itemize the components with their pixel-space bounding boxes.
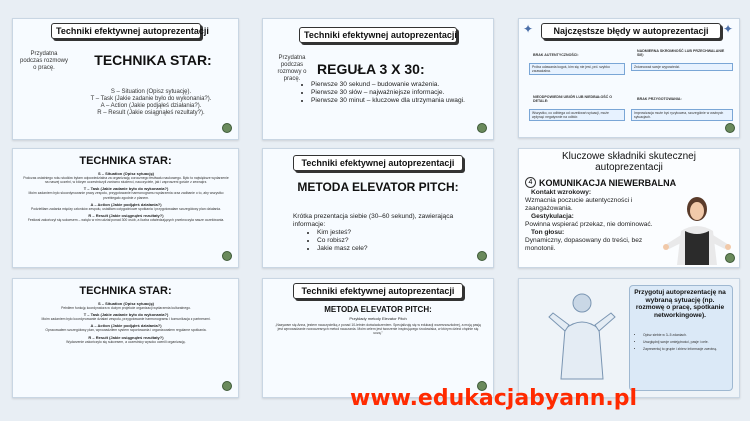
mistake-text: Wszystko, co odbiega od oczekiwań sytuacji, może wpłynąć negatywnie na odbiór.: [529, 109, 625, 121]
slide-header: Techniki efektywnej autoprezentacji: [51, 23, 201, 39]
nonverbal-label: Kontakt wzrokowy:: [531, 189, 592, 196]
star-heading: S – Situation (Opisz sytuację): [97, 301, 154, 306]
slide-title: REGUŁA 3 X 30:: [317, 61, 425, 77]
mistake-label: NADMIERNA SKROMNOŚĆ LUB PRZECHWALANIE SIĘ:: [637, 49, 725, 57]
star-line: R – Result (Jakie osiągnąłeś rezultaty?).: [97, 110, 205, 116]
pitch-intro: Krótka prezentacja siebie (30–60 sekund), zawierająca informacje:: [293, 213, 454, 228]
exercise-bullet: • Opisz siebie w 3–5 zdaniach.: [643, 333, 737, 337]
side-note: Przydatna podczas rozmowy o pracę.: [277, 55, 307, 82]
slide-rule-3x30: [262, 18, 494, 140]
star-line: A – Action (Jakie podjąłeś działania?).: [100, 103, 202, 109]
pitch-bullet: • Co robisz?: [317, 237, 457, 245]
slide-title: TECHNIKA STAR:: [94, 52, 212, 68]
slide-star-technique: [12, 18, 239, 140]
mistake-text: Próba udawania kogoś, kim się nie jest, prd. szybko zauważalna.: [529, 63, 625, 75]
star-heading: T – Task (Jakie zadanie było do wykonania?): [83, 186, 169, 192]
person-illustration: [547, 289, 617, 389]
logo-badge: [725, 253, 735, 263]
logo-badge: [222, 123, 232, 133]
nonverbal-label: Ton głosu:: [531, 229, 565, 236]
slide-title: Kluczowe składniki skutecznej autoprezentacji: [562, 151, 696, 173]
star-text: Festiwal zakończył się sukcesem – wzięło w nim udział ponad 300 osób, a liczba odwiedzających przekroczyła nasze oczekiwania.: [27, 218, 225, 223]
mistake-text: Improwizacja może być ryzykowna, szczególnie w ważnych sytuacjach.: [631, 109, 733, 121]
star-heading: S – Situation (Opisz sytuację): [97, 171, 154, 176]
slide-exercise: [518, 278, 740, 398]
star-line: T – Task (Jakie zadanie było do wykonania?).: [90, 96, 212, 102]
star-heading: R – Result (Jakie osiągnąłeś rezultaty?): [88, 213, 164, 219]
slide-header: Techniki efektywnej autoprezentacji: [299, 27, 457, 43]
star-heading: R – Result (Jakie osiągnąłeś rezultaty?): [88, 334, 164, 340]
slide-elevator-pitch-example: [262, 278, 494, 398]
mistake-label: NIEODPOWIEDNI UBIÓR LUB NIEDBAŁOŚĆ O DETALE:: [533, 95, 613, 103]
rule-bullet: • Pierwsze 30 minut – kluczowe dla utrzymania uwagi.: [311, 97, 494, 105]
star-heading: A – Action (Jakie podjąłeś działania?): [90, 201, 162, 207]
slide-star-example-1: [12, 148, 239, 268]
slide-title: METODA ELEVATOR PITCH:: [297, 180, 459, 194]
pitch-example-text: „Nazywam się Anna, jestem nauczycielką z ponad 10-letnim doświadczeniem. Specjalizuję się w edukacji wczesnoszkolnej, a moją pasją jest wprowadzanie nowoczesnych metod nauczania. Moim celem jest tworzenie inspirującego środowiska, w którym dzieci chętnie się uczą.”: [275, 323, 481, 336]
slide-header: Techniki efektywnej autoprezentacji: [293, 155, 463, 171]
logo-badge: [477, 251, 487, 261]
star-text: Wydarzenie zakończyło się sukcesem, a uczestnicy wysoko ocenili organizację.: [66, 339, 186, 344]
slide-header: Techniki efektywnej autoprezentacji: [293, 283, 463, 299]
website-watermark: www.edukacjabyann.pl: [350, 386, 638, 411]
sparkle-icon: ✦: [523, 22, 534, 36]
star-text: Moim zadaniem było skoordynowanie pracy zespołu, przygotowanie harmonogramu wydarzenia oraz zadbanie o to, aby wszystko przebiegało zgodnie z planem.: [28, 191, 224, 200]
pitch-bullet: • Jakie masz cele?: [317, 245, 457, 253]
logo-badge: [477, 123, 487, 133]
star-text: Moim zadaniem było koordynowanie działań zespołu, przygotowanie harmonogramu i komunikacja z partnerami.: [41, 317, 211, 322]
slide-nonverbal: [518, 148, 740, 268]
nonverbal-text: Wzmacnia poczucie autentyczności i zaangażowania.: [525, 197, 633, 212]
star-line: S – Situation (Opisz sytuację).: [110, 89, 192, 95]
sparkle-icon: ✦: [722, 22, 733, 36]
slide-title: METODA ELEVATOR PITCH:: [324, 305, 432, 314]
star-text: Pełniłem funkcję koordynatora w dużym projekcie organizacji wydarzenia kulturalnego.: [61, 306, 191, 310]
slide-elevator-pitch: [262, 148, 494, 268]
exercise-bullet: • Uwzględnij swoje umiejętności, pasje i cele.: [643, 340, 737, 344]
slide-subtitle: Przykłady metody Elevator Pitch: [349, 316, 407, 321]
section-subtitle: KOMUNIKACJA NIEWERBALNA: [539, 177, 677, 188]
star-text: Podzieliłam zadania między członków zespołu, ustaliłam cotygodniowe spotkania i przygotowałam szczegółowy plan działania.: [31, 206, 221, 211]
nonverbal-text: Dynamiczny, dopasowany do treści, bez monotonii.: [525, 237, 643, 252]
slide-common-mistakes: [518, 18, 740, 138]
nonverbal-text: Powinna wspierać przekaz, nie dominować.: [525, 221, 653, 228]
star-heading: A – Action (Jakie podjąłeś działania?): [90, 323, 162, 329]
logo-badge: [725, 123, 735, 133]
exercise-title: Przygotuj autoprezentację na wybraną sytuację (np. rozmowę o pracę, spotkanie networkingowe).: [634, 289, 726, 319]
mistake-label: BRAK AUTENTYCZNOŚCI:: [533, 53, 579, 57]
mistake-label: BRAK PRZYGOTOWANIA:: [637, 97, 682, 101]
slide-title: TECHNIKA STAR:: [79, 285, 172, 297]
star-heading: T – Task (Jakie zadanie było do wykonania?): [83, 312, 169, 318]
pitch-bullet: • Kim jesteś?: [317, 229, 457, 237]
star-text: Opracowałem szczegółowy plan, wprowadziłem system raportowania i organizowałem regularne spotkania.: [45, 328, 207, 333]
logo-badge: [222, 381, 232, 391]
mistake-text: Zrównoważ swoje wypowiedzi.: [631, 63, 733, 71]
side-note: Przydatna podczas rozmowy o pracę.: [19, 51, 69, 71]
rule-bullet: • Pierwsze 30 słów – najważniejsze informacje.: [311, 89, 494, 97]
exercise-bullet: • Zaprezentuj to grupie i zbierz informacje zwrotną.: [643, 347, 737, 351]
rule-bullet: • Pierwsze 30 sekund – budowanie wrażenia.: [311, 81, 494, 89]
slide-star-example-2: [12, 278, 239, 398]
nonverbal-label: Gestykulacja:: [531, 213, 574, 220]
number-badge: 4: [525, 177, 536, 188]
logo-badge: [222, 251, 232, 261]
woman-presenting-illustration: [659, 193, 735, 265]
slide-title: TECHNIKA STAR:: [79, 155, 172, 167]
star-text: Podczas ostatniego roku studiów byłam odpowiedzialna za organizację corocznego festiwalu naukowego. Było to największe wydarzenie na naszej uczelni, w którym uczestniczyli zarówno studenci, nauczyciele, jak i zaproszeni goście z zewnątrz.: [23, 176, 229, 185]
slide-header: Najczęstsze błędy w autoprezentacji: [541, 23, 721, 39]
